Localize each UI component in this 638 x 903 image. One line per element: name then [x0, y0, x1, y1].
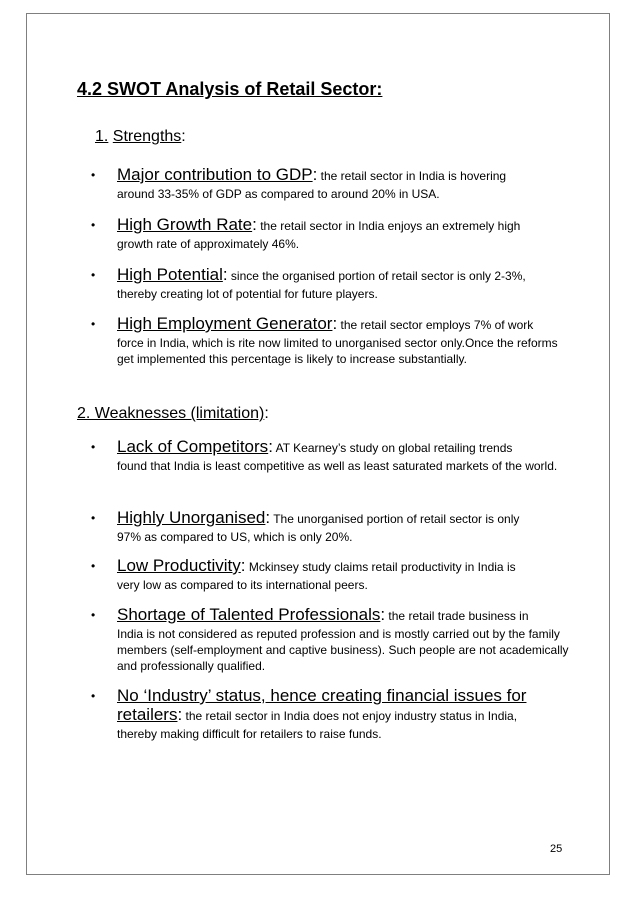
item-body: India is not considered as reputed profession and is mostly carried out by the family members (self-employment and captive business). Such people are not academically and professionally qualified. [117, 627, 569, 673]
list-item [91, 265, 571, 302]
strengths-number: 1. [95, 128, 109, 145]
item-title: No ‘Industry’ status, hence creating financial issues for retailers [117, 686, 527, 724]
item-description: the retail sector in India is hovering [317, 169, 507, 183]
list-item [91, 165, 571, 202]
item-colon: : [312, 165, 318, 184]
list-item [91, 508, 571, 545]
item-colon: : [252, 215, 257, 234]
strengths-label: Strengths [112, 128, 182, 145]
item-colon: : [265, 508, 271, 527]
item-description: AT Kearney’s study on global retailing trends [272, 441, 513, 455]
item-description: the retail sector in India does not enjoy industry status in India, [182, 709, 518, 723]
list-item [91, 215, 571, 252]
strengths-subheading [95, 128, 186, 146]
item-description: The unorganised portion of retail sector is only [270, 512, 520, 526]
item-title: High Potential [117, 265, 223, 284]
bullet-icon: • [91, 608, 96, 622]
item-body: thereby making difficult for retailers to raise funds. [117, 727, 382, 741]
item-colon: : [332, 314, 338, 333]
item-description: the retail trade business in [385, 609, 529, 623]
item-colon: : [268, 437, 273, 456]
list-item [91, 556, 571, 593]
item-colon: : [380, 605, 386, 624]
item-colon: : [240, 556, 246, 575]
item-title: Major contribution to GDP [117, 165, 313, 184]
list-item [91, 314, 571, 367]
item-description: the retail sector in India enjoys an extremely high [256, 219, 521, 233]
item-colon: : [177, 705, 183, 724]
bullet-icon: • [91, 559, 96, 573]
item-body: thereby creating lot of potential for future players. [117, 287, 378, 301]
item-title: Shortage of Talented Professionals [117, 605, 381, 624]
item-colon: : [222, 265, 228, 284]
item-title: Lack of Competitors [117, 437, 269, 456]
item-body: 97% as compared to US, which is only 20%. [117, 530, 353, 544]
bullet-icon: • [91, 168, 96, 182]
item-body: very low as compared to its international peers. [117, 578, 368, 592]
list-item [91, 437, 571, 474]
bullet-icon: • [91, 689, 96, 703]
item-description: the retail sector employs 7% of work [337, 318, 534, 332]
item-title: Highly Unorganised [117, 508, 266, 527]
bullet-icon: • [91, 268, 96, 282]
bullet-icon: • [91, 317, 96, 331]
item-body: around 33-35% of GDP as compared to around 20% in USA. [117, 187, 440, 201]
weaknesses-label: 2. Weaknesses (limitation) [77, 405, 265, 422]
page-number: 25 [550, 843, 563, 855]
item-title: High Growth Rate [117, 215, 253, 234]
item-description: since the organised portion of retail sector is only 2-3%, [227, 269, 526, 283]
strengths-colon: : [181, 128, 186, 145]
weaknesses-subheading [77, 405, 269, 423]
bullet-icon: • [91, 511, 96, 525]
list-item [91, 686, 571, 742]
section-heading: 4.2 SWOT Analysis of Retail Sector: [77, 79, 383, 99]
list-item [91, 605, 571, 674]
item-title: Low Productivity [117, 556, 241, 575]
item-body: force in India, which is rite now limited to unorganised sector only.Once the reforms get implemented this percentage is likely to increase substantially. [117, 336, 558, 366]
item-body: found that India is least competitive as well as least saturated markets of the world. [117, 459, 558, 473]
bullet-icon: • [91, 218, 96, 232]
weaknesses-colon: : [264, 405, 269, 422]
item-title: High Employment Generator [117, 314, 333, 333]
bullet-icon: • [91, 440, 96, 454]
item-description: Mckinsey study claims retail productivity in India is [245, 560, 516, 574]
item-body: growth rate of approximately 46%. [117, 237, 300, 251]
